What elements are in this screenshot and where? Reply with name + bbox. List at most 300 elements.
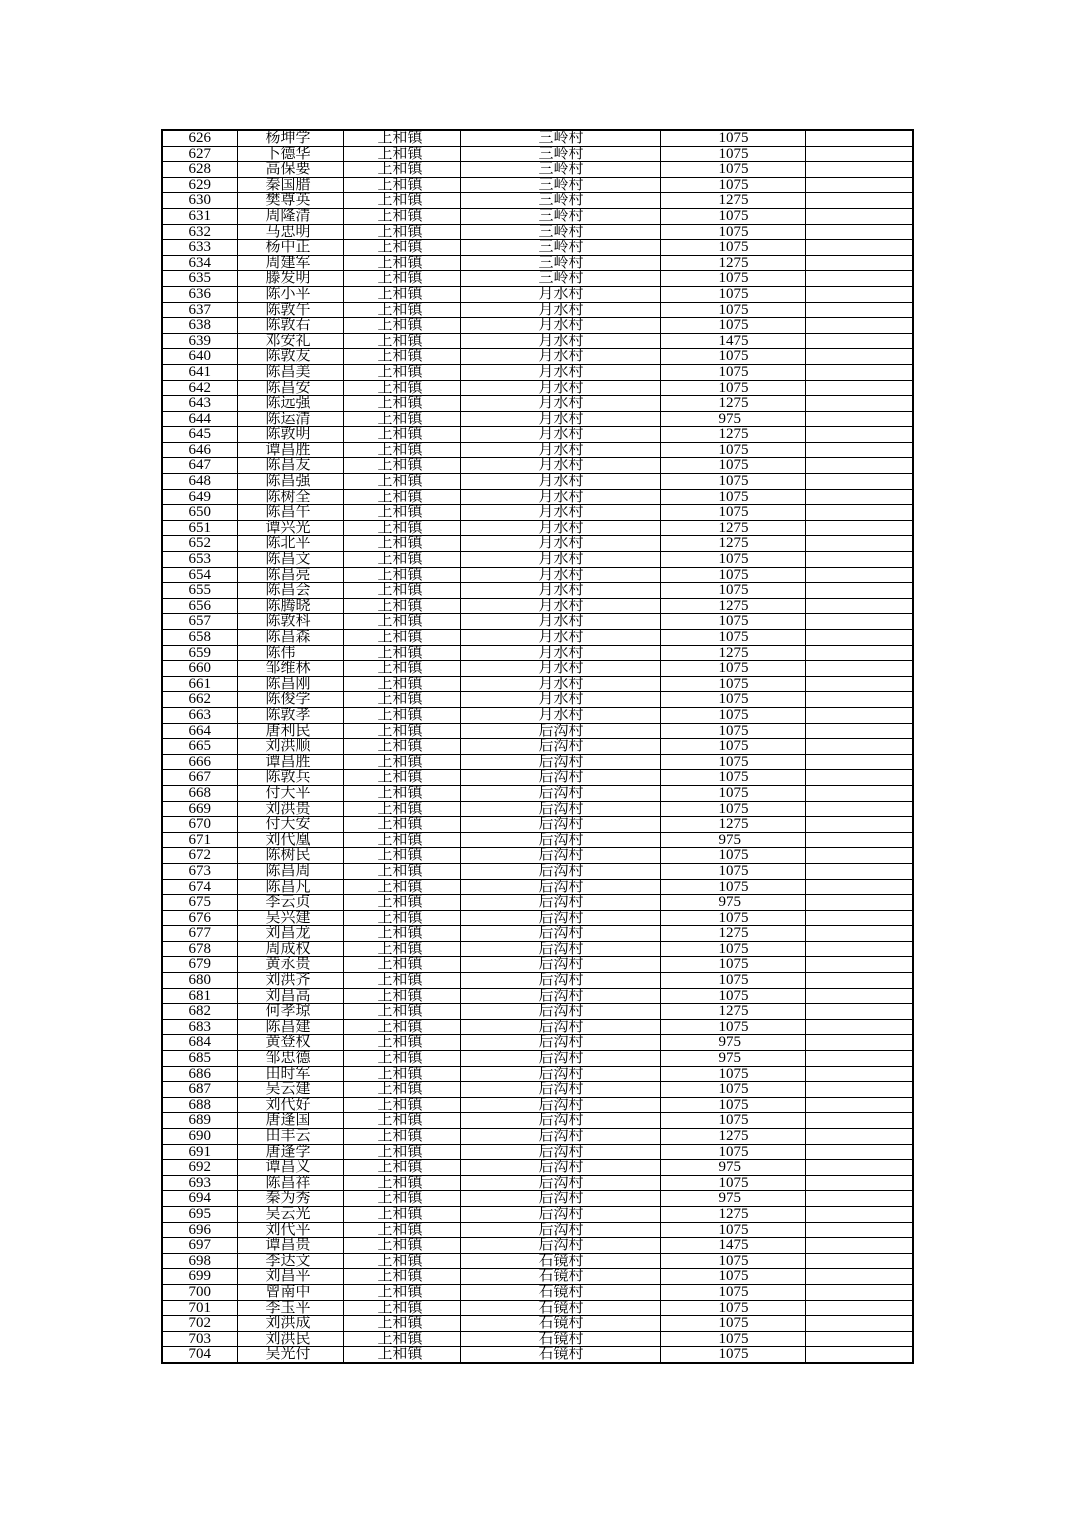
cell-remark bbox=[805, 302, 913, 318]
cell-remark bbox=[805, 255, 913, 271]
cell-village: 月水村 bbox=[460, 427, 660, 443]
table-row bbox=[162, 349, 913, 365]
table-row bbox=[162, 1300, 913, 1316]
cell-index: 696 bbox=[162, 1222, 237, 1238]
cell-name: 刘代凰 bbox=[237, 832, 343, 848]
cell-amount: 1075 bbox=[660, 380, 805, 396]
cell-index: 643 bbox=[162, 396, 237, 412]
cell-town: 上和镇 bbox=[343, 240, 460, 256]
cell-amount: 1075 bbox=[660, 848, 805, 864]
cell-name: 陈腾晓 bbox=[237, 598, 343, 614]
cell-name: 何孝琼 bbox=[237, 1004, 343, 1020]
cell-village: 石镜村 bbox=[460, 1284, 660, 1300]
cell-remark bbox=[805, 162, 913, 178]
cell-index: 646 bbox=[162, 442, 237, 458]
cell-village: 三岭村 bbox=[460, 193, 660, 209]
cell-index: 686 bbox=[162, 1066, 237, 1082]
cell-town: 上和镇 bbox=[343, 364, 460, 380]
cell-village: 三岭村 bbox=[460, 240, 660, 256]
cell-index: 662 bbox=[162, 692, 237, 708]
cell-remark bbox=[805, 1222, 913, 1238]
cell-amount: 1075 bbox=[660, 1222, 805, 1238]
cell-index: 685 bbox=[162, 1051, 237, 1067]
cell-amount: 1075 bbox=[660, 177, 805, 193]
cell-remark bbox=[805, 364, 913, 380]
cell-village: 石镜村 bbox=[460, 1347, 660, 1363]
table-row bbox=[162, 536, 913, 552]
cell-amount: 1075 bbox=[660, 318, 805, 334]
cell-name: 陈昌文 bbox=[237, 552, 343, 568]
roster-table-body bbox=[162, 130, 913, 1363]
cell-remark bbox=[805, 630, 913, 646]
cell-remark bbox=[805, 333, 913, 349]
cell-town: 上和镇 bbox=[343, 520, 460, 536]
cell-village: 三岭村 bbox=[460, 255, 660, 271]
cell-town: 上和镇 bbox=[343, 208, 460, 224]
cell-amount: 1075 bbox=[660, 286, 805, 302]
cell-name: 付大平 bbox=[237, 785, 343, 801]
cell-index: 701 bbox=[162, 1300, 237, 1316]
cell-town: 上和镇 bbox=[343, 130, 460, 146]
cell-town: 上和镇 bbox=[343, 1113, 460, 1129]
cell-amount: 1075 bbox=[660, 692, 805, 708]
cell-town: 上和镇 bbox=[343, 1160, 460, 1176]
table-row bbox=[162, 271, 913, 287]
table-row bbox=[162, 177, 913, 193]
cell-index: 689 bbox=[162, 1113, 237, 1129]
cell-index: 676 bbox=[162, 910, 237, 926]
cell-index: 680 bbox=[162, 973, 237, 989]
cell-index: 677 bbox=[162, 926, 237, 942]
cell-amount: 1075 bbox=[660, 707, 805, 723]
cell-index: 626 bbox=[162, 130, 237, 146]
cell-town: 上和镇 bbox=[343, 474, 460, 490]
cell-name: 陈昌会 bbox=[237, 583, 343, 599]
cell-name: 陈昌亮 bbox=[237, 567, 343, 583]
table-row bbox=[162, 520, 913, 536]
cell-amount: 975 bbox=[660, 1035, 805, 1051]
cell-index: 633 bbox=[162, 240, 237, 256]
cell-village: 后沟村 bbox=[460, 1238, 660, 1254]
table-row bbox=[162, 754, 913, 770]
cell-name: 吴兴建 bbox=[237, 910, 343, 926]
cell-village: 后沟村 bbox=[460, 973, 660, 989]
cell-name: 滕发明 bbox=[237, 271, 343, 287]
cell-town: 上和镇 bbox=[343, 1004, 460, 1020]
cell-name: 邹维林 bbox=[237, 661, 343, 677]
cell-name: 陈树全 bbox=[237, 489, 343, 505]
table-row bbox=[162, 130, 913, 146]
cell-amount: 1275 bbox=[660, 396, 805, 412]
cell-village: 月水村 bbox=[460, 349, 660, 365]
cell-town: 上和镇 bbox=[343, 879, 460, 895]
cell-name: 秦国腊 bbox=[237, 177, 343, 193]
table-row bbox=[162, 1097, 913, 1113]
cell-amount: 1075 bbox=[660, 630, 805, 646]
cell-name: 刘代平 bbox=[237, 1222, 343, 1238]
cell-remark bbox=[805, 848, 913, 864]
cell-name: 陈敦孝 bbox=[237, 707, 343, 723]
cell-amount: 1075 bbox=[660, 863, 805, 879]
cell-amount: 1075 bbox=[660, 785, 805, 801]
cell-amount: 1075 bbox=[660, 567, 805, 583]
cell-index: 632 bbox=[162, 224, 237, 240]
cell-village: 石镜村 bbox=[460, 1331, 660, 1347]
table-row bbox=[162, 863, 913, 879]
table-row bbox=[162, 380, 913, 396]
cell-remark bbox=[805, 240, 913, 256]
cell-amount: 1275 bbox=[660, 520, 805, 536]
cell-town: 上和镇 bbox=[343, 146, 460, 162]
cell-remark bbox=[805, 505, 913, 521]
cell-name: 陈昌建 bbox=[237, 1019, 343, 1035]
cell-index: 693 bbox=[162, 1175, 237, 1191]
cell-amount: 1075 bbox=[660, 552, 805, 568]
cell-village: 月水村 bbox=[460, 286, 660, 302]
cell-town: 上和镇 bbox=[343, 1316, 460, 1332]
cell-remark bbox=[805, 707, 913, 723]
cell-remark bbox=[805, 941, 913, 957]
cell-remark bbox=[805, 193, 913, 209]
cell-remark bbox=[805, 224, 913, 240]
cell-village: 三岭村 bbox=[460, 130, 660, 146]
cell-village: 后沟村 bbox=[460, 910, 660, 926]
cell-remark bbox=[805, 895, 913, 911]
cell-village: 后沟村 bbox=[460, 941, 660, 957]
cell-town: 上和镇 bbox=[343, 193, 460, 209]
cell-name: 陈敦友 bbox=[237, 349, 343, 365]
cell-remark bbox=[805, 208, 913, 224]
cell-index: 667 bbox=[162, 770, 237, 786]
cell-amount: 1075 bbox=[660, 302, 805, 318]
cell-name: 刘代好 bbox=[237, 1097, 343, 1113]
cell-remark bbox=[805, 1238, 913, 1254]
cell-amount: 1075 bbox=[660, 739, 805, 755]
cell-village: 后沟村 bbox=[460, 1144, 660, 1160]
cell-village: 月水村 bbox=[460, 302, 660, 318]
cell-remark bbox=[805, 1019, 913, 1035]
cell-index: 644 bbox=[162, 411, 237, 427]
cell-amount: 1075 bbox=[660, 1066, 805, 1082]
cell-village: 后沟村 bbox=[460, 832, 660, 848]
cell-village: 后沟村 bbox=[460, 739, 660, 755]
cell-amount: 1075 bbox=[660, 1300, 805, 1316]
cell-remark bbox=[805, 973, 913, 989]
cell-name: 陈远强 bbox=[237, 396, 343, 412]
cell-index: 630 bbox=[162, 193, 237, 209]
cell-amount: 1275 bbox=[660, 1206, 805, 1222]
cell-village: 后沟村 bbox=[460, 1175, 660, 1191]
cell-village: 三岭村 bbox=[460, 208, 660, 224]
cell-name: 刘洪顺 bbox=[237, 739, 343, 755]
cell-name: 刘昌龙 bbox=[237, 926, 343, 942]
cell-amount: 1075 bbox=[660, 1082, 805, 1098]
cell-index: 669 bbox=[162, 801, 237, 817]
cell-index: 675 bbox=[162, 895, 237, 911]
cell-town: 上和镇 bbox=[343, 863, 460, 879]
table-row bbox=[162, 552, 913, 568]
cell-village: 月水村 bbox=[460, 489, 660, 505]
cell-remark bbox=[805, 910, 913, 926]
cell-remark bbox=[805, 692, 913, 708]
cell-amount: 1075 bbox=[660, 614, 805, 630]
cell-name: 陈昌凡 bbox=[237, 879, 343, 895]
cell-village: 后沟村 bbox=[460, 801, 660, 817]
cell-village: 月水村 bbox=[460, 380, 660, 396]
cell-amount: 1075 bbox=[660, 1253, 805, 1269]
cell-amount: 1075 bbox=[660, 879, 805, 895]
cell-name: 陈运清 bbox=[237, 411, 343, 427]
cell-town: 上和镇 bbox=[343, 1082, 460, 1098]
cell-town: 上和镇 bbox=[343, 318, 460, 334]
cell-remark bbox=[805, 1191, 913, 1207]
cell-name: 陈昌强 bbox=[237, 474, 343, 490]
cell-name: 陈昌周 bbox=[237, 863, 343, 879]
table-row bbox=[162, 162, 913, 178]
cell-name: 陈昌友 bbox=[237, 458, 343, 474]
cell-index: 654 bbox=[162, 567, 237, 583]
cell-village: 后沟村 bbox=[460, 1097, 660, 1113]
cell-town: 上和镇 bbox=[343, 801, 460, 817]
table-row bbox=[162, 973, 913, 989]
cell-town: 上和镇 bbox=[343, 411, 460, 427]
table-row bbox=[162, 1175, 913, 1191]
cell-index: 692 bbox=[162, 1160, 237, 1176]
cell-village: 后沟村 bbox=[460, 1035, 660, 1051]
cell-village: 月水村 bbox=[460, 458, 660, 474]
cell-index: 627 bbox=[162, 146, 237, 162]
cell-remark bbox=[805, 1331, 913, 1347]
table-row bbox=[162, 941, 913, 957]
cell-amount: 1275 bbox=[660, 645, 805, 661]
cell-name: 唐逢国 bbox=[237, 1113, 343, 1129]
cell-name: 陈俊学 bbox=[237, 692, 343, 708]
cell-town: 上和镇 bbox=[343, 302, 460, 318]
cell-town: 上和镇 bbox=[343, 910, 460, 926]
cell-village: 月水村 bbox=[460, 520, 660, 536]
cell-name: 唐逢学 bbox=[237, 1144, 343, 1160]
cell-town: 上和镇 bbox=[343, 224, 460, 240]
table-row bbox=[162, 598, 913, 614]
cell-name: 田丰云 bbox=[237, 1129, 343, 1145]
cell-town: 上和镇 bbox=[343, 614, 460, 630]
cell-remark bbox=[805, 1051, 913, 1067]
table-row bbox=[162, 879, 913, 895]
cell-amount: 1075 bbox=[660, 224, 805, 240]
cell-name: 刘洪贵 bbox=[237, 801, 343, 817]
cell-amount: 1075 bbox=[660, 801, 805, 817]
cell-town: 上和镇 bbox=[343, 707, 460, 723]
cell-town: 上和镇 bbox=[343, 1269, 460, 1285]
cell-index: 691 bbox=[162, 1144, 237, 1160]
table-row bbox=[162, 1269, 913, 1285]
cell-village: 后沟村 bbox=[460, 1222, 660, 1238]
cell-remark bbox=[805, 1284, 913, 1300]
cell-name: 田时军 bbox=[237, 1066, 343, 1082]
table-row bbox=[162, 1129, 913, 1145]
cell-town: 上和镇 bbox=[343, 895, 460, 911]
cell-index: 700 bbox=[162, 1284, 237, 1300]
cell-name: 陈敦右 bbox=[237, 318, 343, 334]
cell-town: 上和镇 bbox=[343, 333, 460, 349]
cell-remark bbox=[805, 411, 913, 427]
cell-index: 697 bbox=[162, 1238, 237, 1254]
cell-index: 668 bbox=[162, 785, 237, 801]
table-row bbox=[162, 1035, 913, 1051]
cell-town: 上和镇 bbox=[343, 848, 460, 864]
cell-name: 陈敦午 bbox=[237, 302, 343, 318]
cell-town: 上和镇 bbox=[343, 1238, 460, 1254]
cell-name: 谭昌贵 bbox=[237, 1238, 343, 1254]
cell-amount: 1075 bbox=[660, 676, 805, 692]
cell-town: 上和镇 bbox=[343, 770, 460, 786]
cell-index: 657 bbox=[162, 614, 237, 630]
cell-town: 上和镇 bbox=[343, 1144, 460, 1160]
cell-name: 李达文 bbox=[237, 1253, 343, 1269]
roster-table bbox=[161, 129, 914, 1364]
cell-amount: 1075 bbox=[660, 1113, 805, 1129]
cell-name: 陈敦科 bbox=[237, 614, 343, 630]
cell-remark bbox=[805, 817, 913, 833]
cell-index: 660 bbox=[162, 661, 237, 677]
table-row bbox=[162, 1019, 913, 1035]
cell-remark bbox=[805, 489, 913, 505]
cell-amount: 1075 bbox=[660, 957, 805, 973]
table-row bbox=[162, 630, 913, 646]
cell-amount: 1075 bbox=[660, 1316, 805, 1332]
cell-remark bbox=[805, 442, 913, 458]
table-row bbox=[162, 1316, 913, 1332]
cell-index: 634 bbox=[162, 255, 237, 271]
cell-town: 上和镇 bbox=[343, 1097, 460, 1113]
cell-name: 邓安礼 bbox=[237, 333, 343, 349]
cell-amount: 1275 bbox=[660, 1129, 805, 1145]
cell-town: 上和镇 bbox=[343, 396, 460, 412]
cell-remark bbox=[805, 785, 913, 801]
cell-index: 682 bbox=[162, 1004, 237, 1020]
cell-amount: 975 bbox=[660, 411, 805, 427]
cell-index: 628 bbox=[162, 162, 237, 178]
cell-remark bbox=[805, 177, 913, 193]
cell-name: 谭昌胜 bbox=[237, 442, 343, 458]
cell-amount: 1275 bbox=[660, 1004, 805, 1020]
cell-index: 694 bbox=[162, 1191, 237, 1207]
table-row bbox=[162, 692, 913, 708]
cell-name: 黄永贵 bbox=[237, 957, 343, 973]
cell-index: 647 bbox=[162, 458, 237, 474]
cell-village: 后沟村 bbox=[460, 754, 660, 770]
cell-index: 690 bbox=[162, 1129, 237, 1145]
cell-amount: 1075 bbox=[660, 1269, 805, 1285]
cell-index: 653 bbox=[162, 552, 237, 568]
cell-index: 637 bbox=[162, 302, 237, 318]
cell-village: 月水村 bbox=[460, 474, 660, 490]
table-row bbox=[162, 1004, 913, 1020]
table-row bbox=[162, 286, 913, 302]
cell-index: 673 bbox=[162, 863, 237, 879]
cell-amount: 1075 bbox=[660, 661, 805, 677]
cell-village: 月水村 bbox=[460, 364, 660, 380]
cell-amount: 1075 bbox=[660, 754, 805, 770]
cell-remark bbox=[805, 1082, 913, 1098]
table-row bbox=[162, 489, 913, 505]
cell-name: 陈敦明 bbox=[237, 427, 343, 443]
cell-index: 683 bbox=[162, 1019, 237, 1035]
cell-amount: 1075 bbox=[660, 941, 805, 957]
cell-amount: 1275 bbox=[660, 536, 805, 552]
cell-index: 635 bbox=[162, 271, 237, 287]
cell-town: 上和镇 bbox=[343, 380, 460, 396]
cell-index: 638 bbox=[162, 318, 237, 334]
cell-remark bbox=[805, 583, 913, 599]
cell-remark bbox=[805, 520, 913, 536]
cell-name: 周成权 bbox=[237, 941, 343, 957]
cell-name: 谭昌义 bbox=[237, 1160, 343, 1176]
cell-town: 上和镇 bbox=[343, 692, 460, 708]
cell-index: 648 bbox=[162, 474, 237, 490]
cell-remark bbox=[805, 1206, 913, 1222]
cell-remark bbox=[805, 645, 913, 661]
cell-town: 上和镇 bbox=[343, 988, 460, 1004]
cell-amount: 1075 bbox=[660, 162, 805, 178]
cell-index: 658 bbox=[162, 630, 237, 646]
cell-village: 后沟村 bbox=[460, 785, 660, 801]
table-row bbox=[162, 926, 913, 942]
cell-remark bbox=[805, 146, 913, 162]
cell-index: 672 bbox=[162, 848, 237, 864]
cell-name: 付大安 bbox=[237, 817, 343, 833]
table-row bbox=[162, 848, 913, 864]
table-row bbox=[162, 396, 913, 412]
table-row bbox=[162, 832, 913, 848]
cell-town: 上和镇 bbox=[343, 489, 460, 505]
cell-index: 631 bbox=[162, 208, 237, 224]
cell-village: 石镜村 bbox=[460, 1253, 660, 1269]
cell-remark bbox=[805, 1175, 913, 1191]
cell-village: 后沟村 bbox=[460, 1191, 660, 1207]
cell-amount: 1075 bbox=[660, 723, 805, 739]
cell-name: 陈昌安 bbox=[237, 380, 343, 396]
cell-index: 661 bbox=[162, 676, 237, 692]
cell-town: 上和镇 bbox=[343, 1206, 460, 1222]
cell-town: 上和镇 bbox=[343, 957, 460, 973]
cell-name: 周隆清 bbox=[237, 208, 343, 224]
cell-name: 吴云建 bbox=[237, 1082, 343, 1098]
table-row bbox=[162, 302, 913, 318]
cell-village: 后沟村 bbox=[460, 1051, 660, 1067]
table-row bbox=[162, 988, 913, 1004]
cell-remark bbox=[805, 739, 913, 755]
cell-remark bbox=[805, 1347, 913, 1363]
cell-name: 陈敦兵 bbox=[237, 770, 343, 786]
cell-index: 666 bbox=[162, 754, 237, 770]
cell-village: 石镜村 bbox=[460, 1269, 660, 1285]
cell-town: 上和镇 bbox=[343, 286, 460, 302]
cell-village: 后沟村 bbox=[460, 817, 660, 833]
cell-name: 杨中正 bbox=[237, 240, 343, 256]
cell-index: 687 bbox=[162, 1082, 237, 1098]
table-row bbox=[162, 817, 913, 833]
table-row bbox=[162, 785, 913, 801]
cell-village: 后沟村 bbox=[460, 723, 660, 739]
cell-index: 650 bbox=[162, 505, 237, 521]
cell-remark bbox=[805, 957, 913, 973]
cell-index: 678 bbox=[162, 941, 237, 957]
cell-village: 石镜村 bbox=[460, 1316, 660, 1332]
cell-amount: 1075 bbox=[660, 1019, 805, 1035]
cell-village: 月水村 bbox=[460, 692, 660, 708]
cell-name: 陈伟 bbox=[237, 645, 343, 661]
